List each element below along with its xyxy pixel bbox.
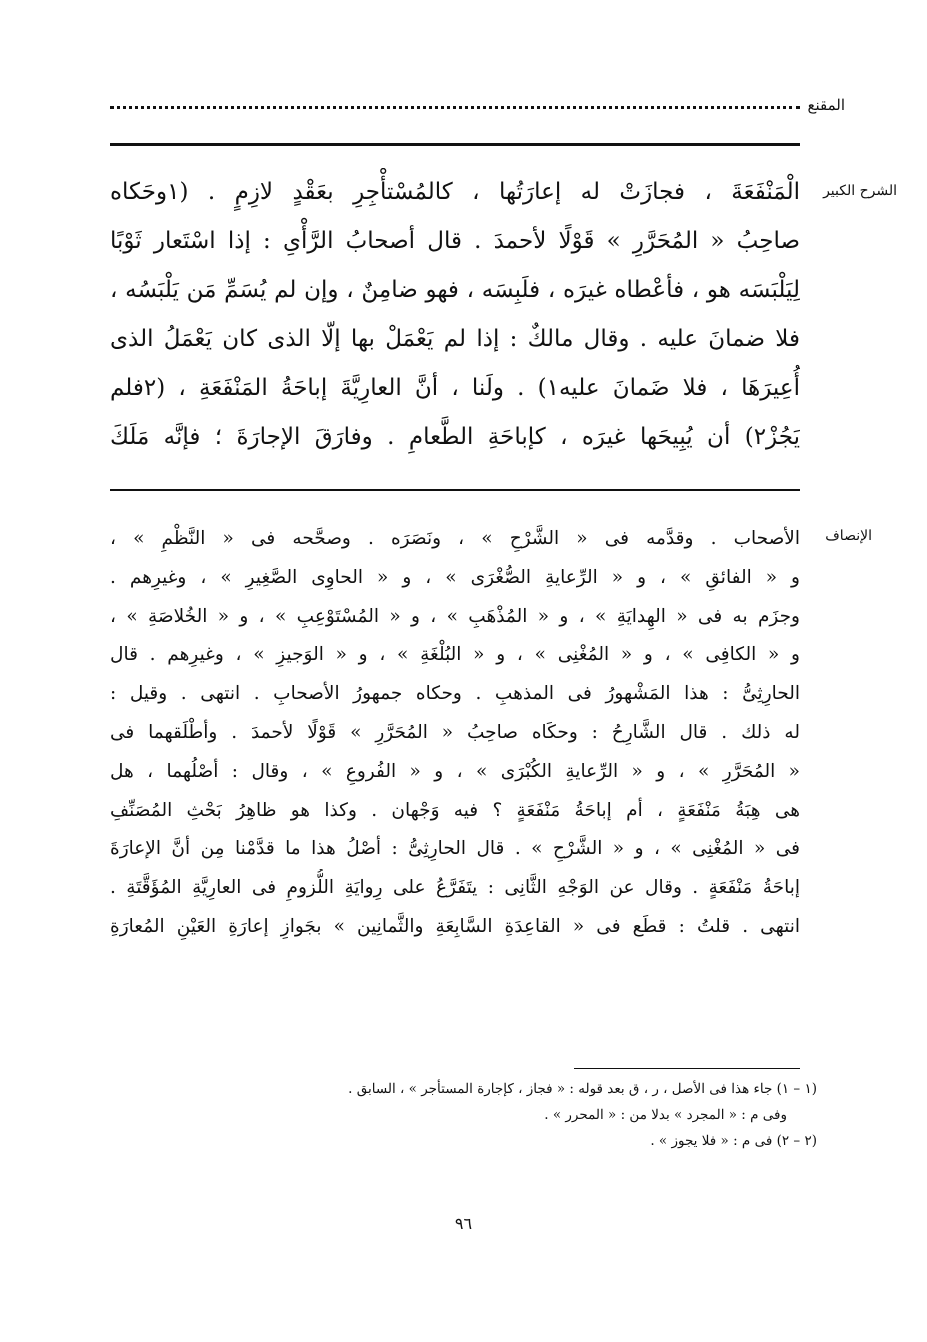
sharh-line: أُعِيرَهَا ، فلا ضَمانَ عليه١) . ولَنا ، أنَّ العارِيَّةَ إباحَةُ المَنْفَعَةِ ، (٢فلم — [110, 375, 800, 401]
sharh-line: الْمَنْفَعَةَ ، فجازَتْ له إعارَتُها ، كالمُسْتأْجِرِ بعَقْدٍ لازِمٍ . (١وحَكاه — [110, 179, 800, 205]
page-number: ٩٦ — [454, 1214, 473, 1233]
sharh-line: فلا ضمانَ عليه . وقال مالكٌ : إذا لم يَعْمَلْ بها إلّا الذى كان يَعْمَلُ الذى — [110, 326, 800, 352]
insaf-line: « المُحَرَّرِ » ، و « الرِّعايةِ الكُبْرَى » ، و « الفُروعِ » ، وقال : أصْلُهما ، هل — [110, 760, 800, 782]
running-header-title: المقنع — [807, 96, 845, 114]
insaf-line: إباحَةُ مَنْفَعَةٍ . وقال عن الوَجْهِ الثَّانِى : يتَفَرَّعُ على رِوايَةِ اللُّزومِ فى العارِيَّةِ المُؤَقَّتَةِ . — [110, 877, 800, 899]
insaf-line: الحارِثِىُّ : هذا المَشْهورُ فى المذهبِ . وحكاه جمهورُ الأصحابِ . انتهى . وقيل : — [110, 683, 800, 705]
footnote-rule — [574, 1068, 800, 1069]
insaf-text-block — [110, 520, 800, 947]
sharh-line: يَجُزْ٢) أن يُبِيحَها غيرَه ، كإباحَةِ الطَّعامِ . وفارَقَ الإجارَةَ ؛ فإنَّه مَلَكَ — [110, 424, 800, 450]
footnote: (١ – ١) جاء هذا فى الأصل ، ر ، ق بعد قوله : « فجاز ، كإجارة المستأجر » ، السابق . — [348, 1081, 817, 1097]
insaf-line: و « الكافِى » ، و « المُغْنِى » ، و « البُلْغَةِ » ، و « الوَجيزِ » ، وغيرِهم . قال — [110, 644, 800, 666]
footnote: (٢ – ٢) فى م : « فلا يجوز » . — [650, 1133, 817, 1149]
insaf-line: له ذلك . قال الشَّارِحُ : وحكَاه صاحِبُ « المُحَرَّرِ » قَوْلًا لأحمدَ . وأطْلَقهما فى — [110, 721, 800, 743]
insaf-line: انتهى . قلتُ : قطَع فى « القاعِدَةِ السَّابِعَةِ والثَّمانِين » بجَوازِ إعارَةِ العَيْنِ المُعارَةِ — [110, 915, 800, 937]
footnote: وفى م : « المجرد » بدلا من : « المحرر » . — [544, 1107, 787, 1123]
header-rule — [110, 143, 800, 146]
sharh-section-label: الشرح الكبير — [823, 183, 897, 199]
sharh-line: صاحِبُ « المُحَرَّرِ » قَوْلًا لأحمدَ . قال أصحابُ الرَّأْىِ : إذا اسْتَعار ثَوْبًا — [110, 228, 800, 254]
sharh-line: لِيَلْبَسَه هو ، فأعْطاه غيرَه ، فلَبِسَه ، فهو ضامِنٌ ، وإن لم يُسَمِّ مَن يَلْبَسُه ، — [110, 277, 800, 303]
insaf-line: فى « المُغْنِى » ، و « الشَّرْحِ » . قال الحارِثِىُّ : أصْلُ هذا ما قدَّمْنا مِن أنَّ الإعارَةَ — [110, 838, 800, 860]
insaf-line: و « الفائقِ » ، و « الرِّعايةِ الصُّغْرَى » ، و « الحاوِى الصَّغِيرِ » ، وغيرِهم . — [110, 566, 800, 588]
footnotes — [150, 1076, 817, 1154]
insaf-section-label: الإنصاف — [825, 528, 872, 544]
insaf-line: الأصحاب . وقدَّمه فى « الشَّرْحِ » ، ونَصَرَه . وصحَّحه فى « النَّظْمِ » ، — [110, 528, 800, 549]
sharh-text-block — [110, 168, 800, 462]
insaf-line: وجزَم به فى « الهِدايَةِ » ، و « المُذْهَبِ » ، و « المُسْتَوْعِبِ » ، و « الخُلاصَةِ » ، — [110, 605, 800, 627]
section-divider — [110, 489, 800, 491]
header-dotted-rule — [110, 106, 800, 109]
insaf-line: هى هِبَةُ مَنْفَعَةٍ ، أم إباحَةُ مَنْفَعَةٍ ؟ فيه وَجْهان . وكذا هو ظاهِرُ بَحْثِ المُصَنِّفِ — [110, 799, 800, 821]
